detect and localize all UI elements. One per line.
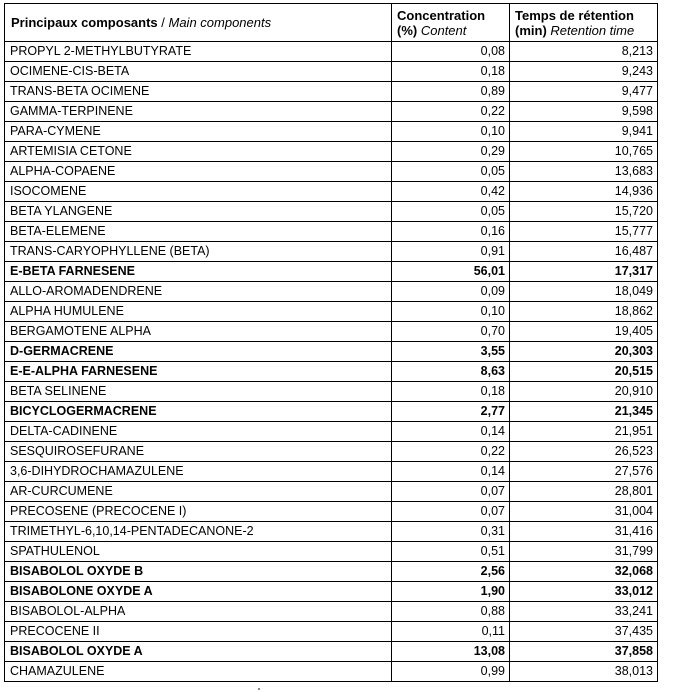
concentration-cell: 0,22 [392,102,510,122]
table-row [5,542,658,562]
table-row [5,162,658,182]
component-name-cell: 3,6-DIHYDROCHAMAZULENE [5,462,392,482]
table-row [5,302,658,322]
component-name-cell: BICYCLOGERMACRENE [5,402,392,422]
component-name-cell: CHAMAZULENE [5,662,392,682]
header-retention-fr: Temps de rétention [515,7,634,23]
retention-time-cell: 28,801 [510,482,658,502]
concentration-cell: 0,07 [392,482,510,502]
concentration-cell: 0,05 [392,202,510,222]
table-row [5,422,658,442]
retention-time-cell: 27,576 [510,462,658,482]
retention-time-cell: 21,951 [510,422,658,442]
retention-time-cell: 20,303 [510,342,658,362]
header-retention [510,4,658,42]
concentration-cell: 0,91 [392,242,510,262]
header-retention-en: Retention time [550,22,635,38]
table-row [5,562,658,582]
concentration-cell: 0,99 [392,662,510,682]
retention-time-cell: 14,936 [510,182,658,202]
retention-time-cell: 33,012 [510,582,658,602]
retention-time-cell: 15,777 [510,222,658,242]
component-name-cell: SPATHULENOL [5,542,392,562]
retention-time-cell: 33,241 [510,602,658,622]
retention-time-cell: 20,515 [510,362,658,382]
component-name-cell: ISOCOMENE [5,182,392,202]
component-name-cell: AR-CURCUMENE [5,482,392,502]
retention-time-cell: 18,862 [510,302,658,322]
concentration-cell: 3,55 [392,342,510,362]
retention-time-cell: 26,523 [510,442,658,462]
component-name-cell: BISABOLOL-ALPHA [5,602,392,622]
retention-time-cell: 9,941 [510,122,658,142]
concentration-cell: 0,70 [392,322,510,342]
concentration-cell: 56,01 [392,262,510,282]
table-row [5,442,658,462]
retention-time-cell: 16,487 [510,242,658,262]
component-name-cell: TRANS-BETA OCIMENE [5,82,392,102]
component-name-cell: PARA-CYMENE [5,122,392,142]
component-name-cell: E-E-ALPHA FARNESENE [5,362,392,382]
component-name-cell: BISABOLOL OXYDE B [5,562,392,582]
component-name-cell: BISABOLOL OXYDE A [5,642,392,662]
retention-time-cell: 19,405 [510,322,658,342]
retention-time-cell: 8,213 [510,42,658,62]
table-row [5,582,658,602]
concentration-cell: 8,63 [392,362,510,382]
component-name-cell: PRECOCENE II [5,622,392,642]
concentration-cell: 13,08 [392,642,510,662]
component-name-cell: D-GERMACRENE [5,342,392,362]
table-row [5,342,658,362]
component-name-cell: BISABOLONE OXYDE A [5,582,392,602]
header-components-sep: / [157,15,169,30]
table-row [5,602,658,622]
component-name-cell: SESQUIROSEFURANE [5,442,392,462]
table-row [5,142,658,162]
header-retention-unit: (min) [515,22,547,38]
retention-time-cell: 37,858 [510,642,658,662]
table-row [5,42,658,62]
retention-time-cell: 38,013 [510,662,658,682]
table-row [5,222,658,242]
retention-time-cell: 13,683 [510,162,658,182]
header-concentration-unit: (%) [397,22,418,38]
concentration-cell: 0,10 [392,302,510,322]
retention-time-cell: 31,799 [510,542,658,562]
component-name-cell: PROPYL 2-METHYLBUTYRATE [5,42,392,62]
concentration-cell: 0,18 [392,382,510,402]
retention-time-cell: 9,243 [510,62,658,82]
component-name-cell: E-BETA FARNESENE [5,262,392,282]
header-concentration-en: Content [420,22,467,38]
table-row [5,182,658,202]
retention-time-cell: 15,720 [510,202,658,222]
header-components-fr: Principaux composants [11,15,158,30]
table-row [5,462,658,482]
retention-time-cell: 10,765 [510,142,658,162]
retention-time-cell: 20,910 [510,382,658,402]
retention-time-cell: 21,345 [510,402,658,422]
header-concentration-fr: Concentration [397,7,486,23]
concentration-cell: 2,56 [392,562,510,582]
table-row [5,402,658,422]
concentration-cell: 0,08 [392,42,510,62]
concentration-cell: 0,51 [392,542,510,562]
table-row [5,122,658,142]
retention-time-cell: 9,598 [510,102,658,122]
component-name-cell: BETA YLANGENE [5,202,392,222]
table-row [5,62,658,82]
concentration-cell: 0,10 [392,122,510,142]
component-name-cell: BETA SELINENE [5,382,392,402]
table-body [5,42,658,682]
table-row [5,362,658,382]
concentration-cell: 2,77 [392,402,510,422]
concentration-cell: 0,05 [392,162,510,182]
concentration-cell: 0,16 [392,222,510,242]
table-row [5,242,658,262]
concentration-cell: 1,90 [392,582,510,602]
components-table [4,3,658,682]
table-row [5,642,658,662]
component-name-cell: ALLO-AROMADENDRENE [5,282,392,302]
concentration-cell: 0,22 [392,442,510,462]
table-row [5,282,658,302]
component-name-cell: OCIMENE-CIS-BETA [5,62,392,82]
table-row [5,502,658,522]
component-name-cell: BERGAMOTENE ALPHA [5,322,392,342]
component-name-cell: ARTEMISIA CETONE [5,142,392,162]
retention-time-cell: 17,317 [510,262,658,282]
page-speck [258,688,260,690]
table-row [5,622,658,642]
concentration-cell: 0,14 [392,422,510,442]
component-name-cell: ALPHA HUMULENE [5,302,392,322]
concentration-cell: 0,29 [392,142,510,162]
concentration-cell: 0,42 [392,182,510,202]
retention-time-cell: 32,068 [510,562,658,582]
table-header [5,4,658,42]
component-name-cell: TRANS-CARYOPHYLLENE (BETA) [5,242,392,262]
concentration-cell: 0,07 [392,502,510,522]
concentration-cell: 0,89 [392,82,510,102]
concentration-cell: 0,31 [392,522,510,542]
table-row [5,102,658,122]
table-row [5,522,658,542]
retention-time-cell: 37,435 [510,622,658,642]
header-concentration [392,4,510,42]
retention-time-cell: 31,416 [510,522,658,542]
table-row [5,262,658,282]
component-name-cell: GAMMA-TERPINENE [5,102,392,122]
component-name-cell: DELTA-CADINENE [5,422,392,442]
concentration-cell: 0,09 [392,282,510,302]
concentration-cell: 0,14 [392,462,510,482]
header-components-en: Main components [168,15,272,30]
table-row [5,322,658,342]
component-name-cell: BETA-ELEMENE [5,222,392,242]
concentration-cell: 0,18 [392,62,510,82]
concentration-cell: 0,88 [392,602,510,622]
table-row [5,202,658,222]
table-row [5,382,658,402]
table-header-row [5,4,658,42]
component-name-cell: TRIMETHYL-6,10,14-PENTADECANONE-2 [5,522,392,542]
concentration-cell: 0,11 [392,622,510,642]
component-name-cell: PRECOSENE (PRECOCENE I) [5,502,392,522]
header-components [5,4,392,42]
table-row [5,662,658,682]
retention-time-cell: 31,004 [510,502,658,522]
retention-time-cell: 18,049 [510,282,658,302]
retention-time-cell: 9,477 [510,82,658,102]
component-name-cell: ALPHA-COPAENE [5,162,392,182]
table-row [5,82,658,102]
table-row [5,482,658,502]
